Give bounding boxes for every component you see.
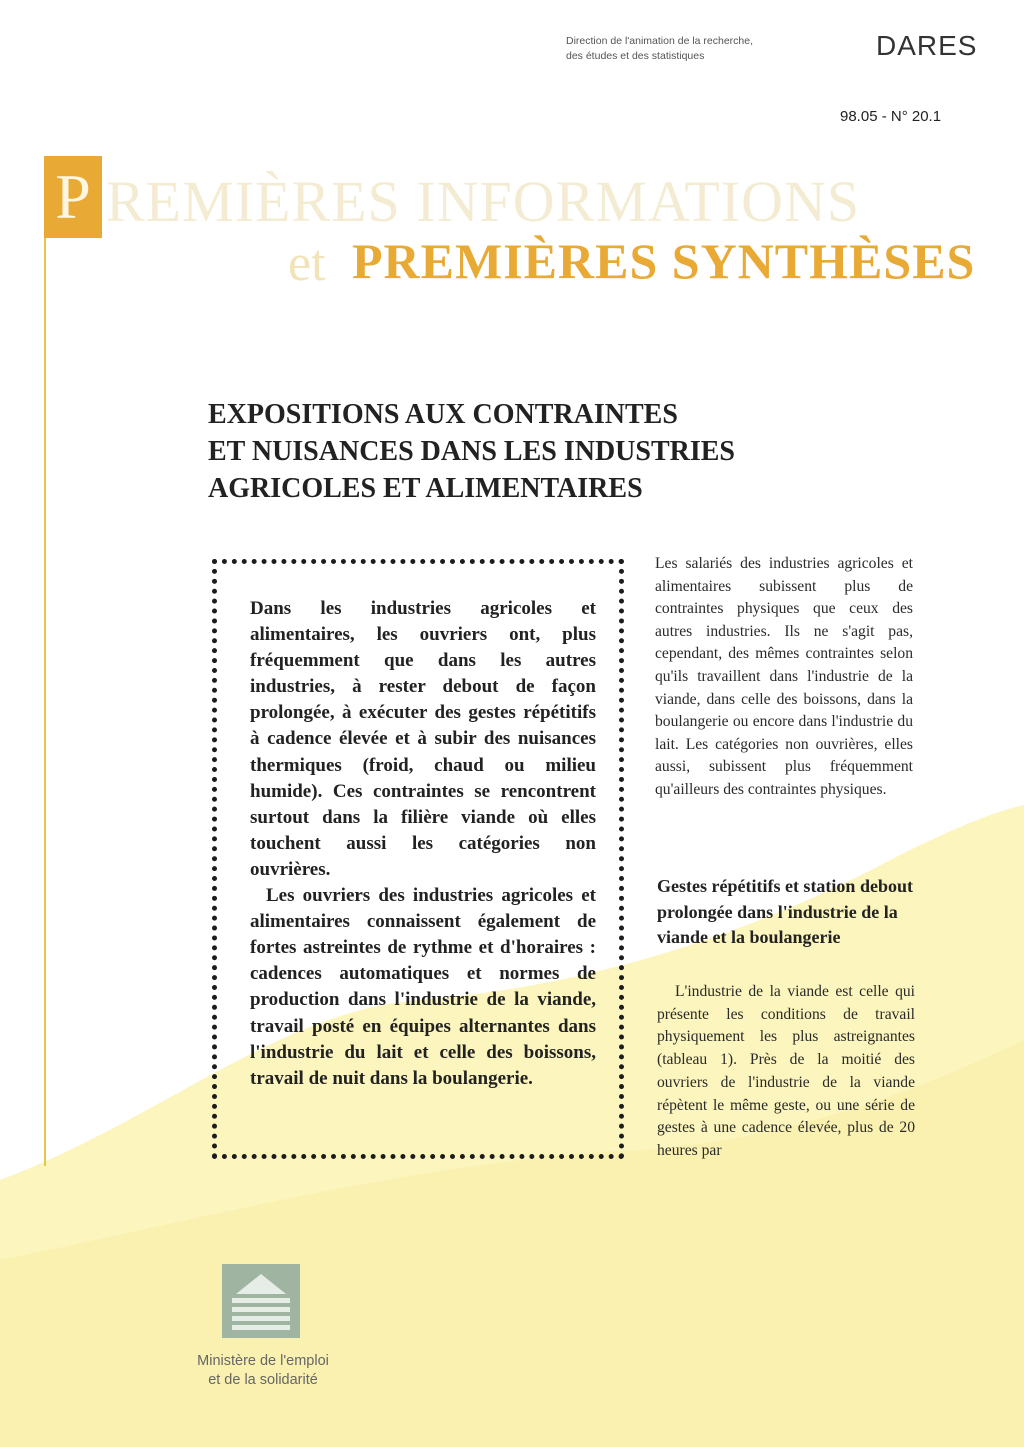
title-line-2: ET NUISANCES DANS LES INDUSTRIES [208,436,735,467]
ministry-logo-icon [222,1264,300,1338]
summary-paragraph-1: Dans les industries agricoles et alimentaires, les ouvriers ont, plus fréquemment que dans les autres industries, à rester debout de façon prolongée, à exécuter des gestes répétitifs à cadence élevée et à subir des nuisances thermiques (froid, chaud ou milieu humide). Ces contraintes se rencontrent surtout dans la filière viande où elles touchent aussi les catégories non ouvrières. [250,598,596,880]
agency-line-1: Direction de l'animation de la recherche, [566,35,754,47]
agency-line-2: des études et des statistiques [566,50,705,62]
intro-paragraph: Les salariés des industries agricoles et alimentaires subissent plus de contraintes physiques que ceux des autres industries. Ils ne s'agit pas, cependant, des mêmes contraintes selon qu'ils travaillent dans l'industrie de la viande, dans celle des boissons, dans la boulangerie ou encore dans l'industrie du lait. Les catégories non ouvrières, elles aussi, subissent plus fréquemment qu'ailleurs des contraintes physiques. [655,555,913,798]
issue-number: 98.05 - N° 20.1 [840,108,942,125]
ministry-line-1: Ministère de l'emploi [197,1353,329,1369]
ministry-name [168,1352,358,1390]
masthead-initial: P [44,156,102,238]
section-body: L'industrie de la viande est celle qui présente les conditions de travail physiquement les plus astreignantes (tableau 1). Près de la moitié des ouvriers de l'industrie de la viande répètent le même geste, ou une série de gestes à une cadence élevée, plus de 20 heures par [657,983,915,1159]
masthead-connector: et [288,235,326,292]
ministry-line-2: et de la solidarité [208,1372,318,1388]
summary-paragraph-2: Les ouvriers des industries agricoles et alimentaires connaissent également de fortes astreintes de rythme et d'horaires : cadences automatiques et normes de production dans l'industrie de la viande, travail posté en équipes alternantes dans l'industrie du lait et celle des boissons, travail de nuit dans la boulangerie. [250,885,596,1089]
margin-rule [44,156,46,1166]
masthead-line-2: PREMIÈRES SYNTHÈSES [352,233,976,289]
title-line-1: EXPOSITIONS AUX CONTRAINTES [208,399,678,430]
title-line-3: AGRICOLES ET ALIMENTAIRES [208,473,643,504]
agency-name [566,34,826,64]
masthead-line-1: REMIÈRES INFORMATIONS [106,169,861,234]
section-heading: Gestes répétitifs et station debout prolongée dans l'industrie de la viande et la boulangerie [657,876,913,947]
summary-text [250,596,596,1092]
brand-name: DARES [876,30,978,61]
article-title [208,396,848,507]
